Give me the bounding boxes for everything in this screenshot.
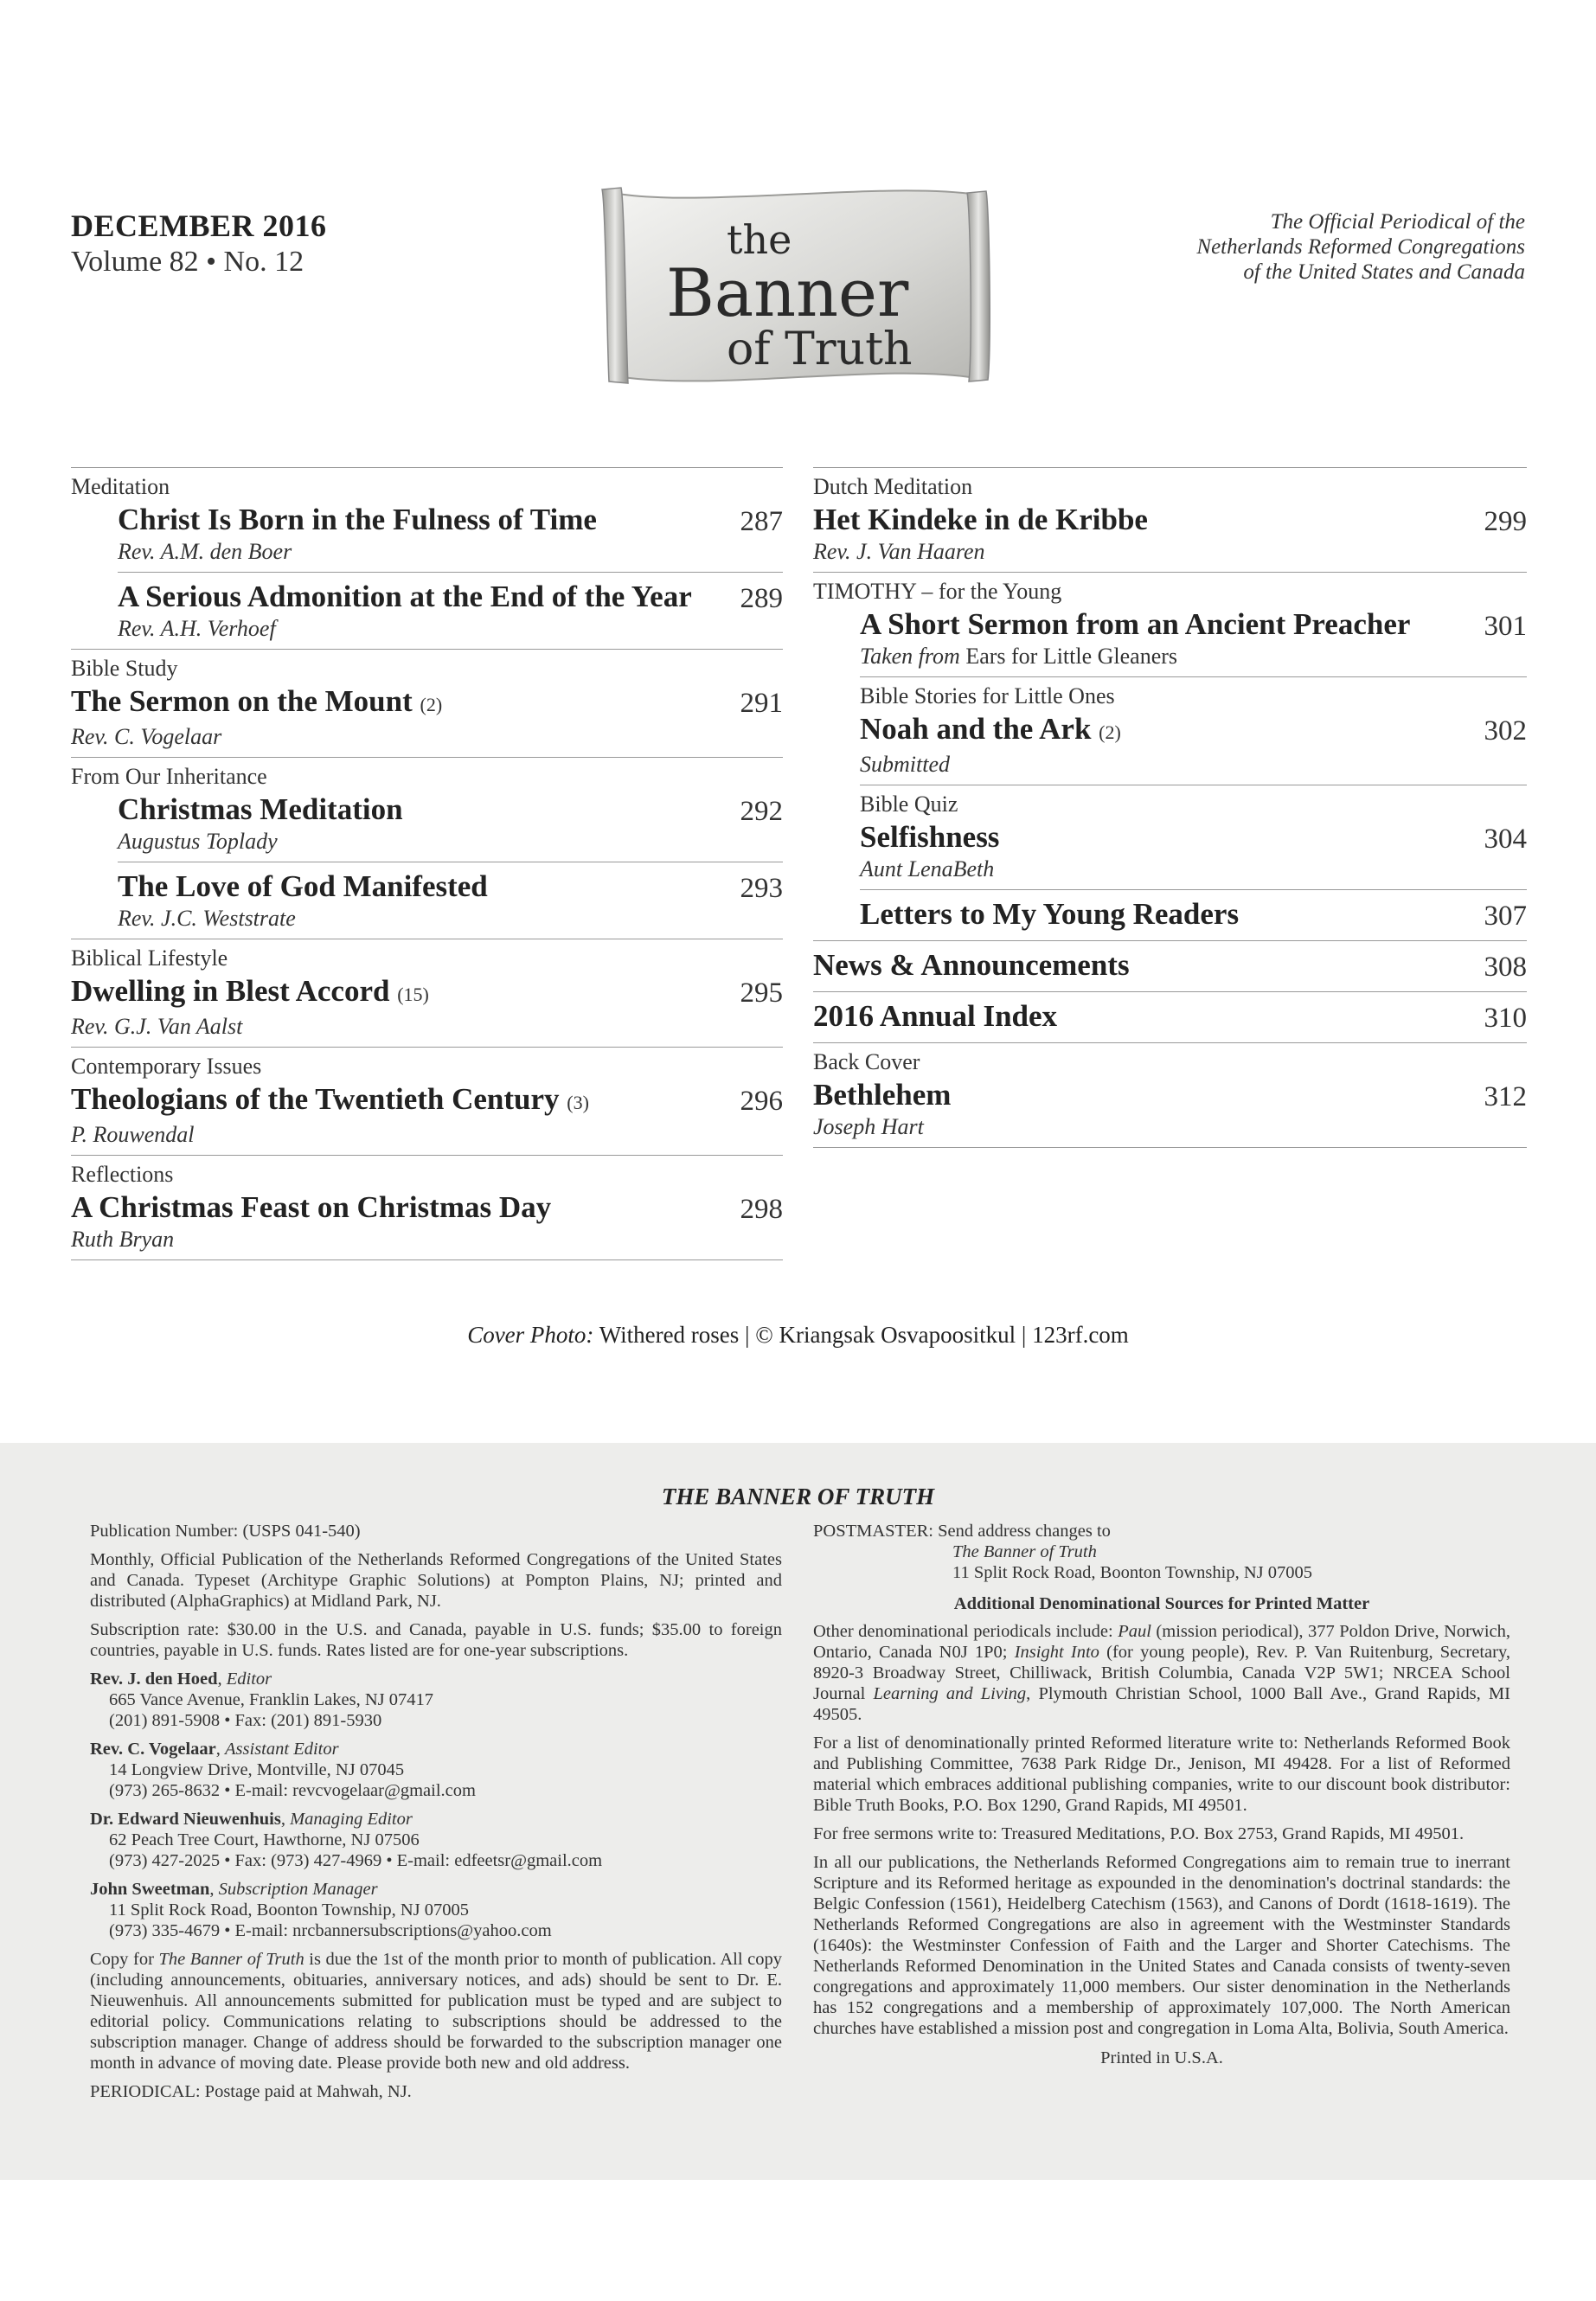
- article-author: Rev. A.H. Verhoef: [118, 616, 276, 641]
- section-category: Meditation: [71, 474, 170, 499]
- page-number: 310: [1484, 1003, 1527, 1034]
- toc-left-column: [71, 467, 783, 1260]
- part-number: (2): [1099, 721, 1121, 743]
- staff-editor: Rev. J. den Hoed, Editor 665 Vance Avenue, Franklin Lakes, NJ 07417 (201) 891-5908 • Fax: (201) 891-5930: [90, 1670, 434, 1730]
- article-title: Theologians of the Twentieth Century: [71, 1082, 560, 1116]
- footer-left-column: [90, 1521, 782, 2110]
- toc-item[interactable]: [71, 972, 783, 1040]
- article-title: Christmas Meditation: [118, 792, 403, 826]
- periodical-postage: PERIODICAL: Postage paid at Mahwah, NJ.: [90, 2082, 412, 2101]
- page-number: 296: [740, 1086, 783, 1117]
- article-title: A Christmas Feast on Christmas Day: [71, 1190, 552, 1224]
- toc-section-index: [813, 992, 1527, 1043]
- article-author: Ruth Bryan: [71, 1227, 175, 1252]
- article-title-line: [860, 710, 1458, 752]
- article-author: Aunt LenaBeth: [860, 856, 995, 881]
- periodical-name: Insight Into: [1014, 1643, 1099, 1662]
- other-text: (mission periodical), 377 Poldon Drive, Norwich, Ontario, Canada N0J 1P0;: [813, 1622, 1510, 1662]
- article-title: News & Announcements: [813, 948, 1130, 982]
- staff-role: Editor: [226, 1670, 272, 1689]
- toc-item[interactable]: [860, 785, 1527, 882]
- staff-name: Rev. C. Vogelaar: [90, 1740, 216, 1759]
- cover-photo-credit: [0, 1322, 1596, 1349]
- cover-photo-text: Withered roses | © Kriangsak Osvapoositkul | 123rf.com: [599, 1322, 1129, 1348]
- toc-section-dutch: [813, 468, 1527, 573]
- article-title: A Short Sermon from an Ancient Preacher: [860, 607, 1411, 641]
- copy-policy-periodical: The Banner of Truth: [158, 1950, 304, 1969]
- postmaster-address: 11 Split Rock Road, Boonton Township, NJ 07005: [952, 1563, 1312, 1582]
- article-title: Noah and the Ark: [860, 712, 1092, 746]
- toc-item[interactable]: [71, 1189, 783, 1253]
- article-title: Het Kindeke in de Kribbe: [813, 503, 1148, 536]
- page-number: 312: [1484, 1081, 1527, 1112]
- article-author: Rev. J. Van Haaren: [813, 539, 985, 564]
- postmaster: [813, 1521, 1510, 1583]
- page-number: 287: [740, 506, 783, 537]
- author-prefix: Taken from: [860, 644, 960, 669]
- other-text: , Plymouth Christian School, 1000 Ball Ave., Grand Rapids, MI 49505.: [813, 1684, 1510, 1724]
- article-title: 2016 Annual Index: [813, 999, 1058, 1033]
- toc-item[interactable]: [860, 676, 1527, 778]
- toc-item[interactable]: [813, 1076, 1527, 1140]
- page-number: 307: [1484, 901, 1527, 932]
- periodical-name: Learning and Living: [873, 1684, 1027, 1703]
- staff-address: 14 Longview Drive, Montville, NJ 07045: [109, 1760, 405, 1779]
- page-number: 304: [1484, 824, 1527, 855]
- literature-info: For a list of denominationally printed Reformed literature write to: Netherlands Reformed Book and Publishing Committee, 7638 Park Ridge Dr., Jenison, MI 49428. For a list of Reformed material which embraces additional publishing companies, write to our discount book distributor: Bible Truth Books, P.O. Box 1290, Grand Rapids, MI 49501.: [813, 1734, 1510, 1815]
- article-author: Rev. J.C. Weststrate: [118, 906, 296, 931]
- publication-number: Publication Number: (USPS 041-540): [90, 1522, 361, 1541]
- periodical-name: Paul: [1118, 1622, 1151, 1641]
- page-number: 291: [740, 688, 783, 719]
- staff-phone: (201) 891-5908 • Fax: (201) 891-5930: [109, 1711, 382, 1730]
- article-title-line: [71, 972, 714, 1014]
- section-category: Bible Study: [71, 656, 178, 681]
- article-title: Dwelling in Blest Accord: [71, 974, 390, 1008]
- article-title: Letters to My Young Readers: [860, 897, 1240, 931]
- part-number: (15): [397, 984, 429, 1005]
- staff-role: Subscription Manager: [218, 1880, 378, 1899]
- staff-phone: (973) 265-8632 • E-mail: revcvogelaar@gmail.com: [109, 1781, 476, 1800]
- tagline-line: Netherlands Reformed Congregations: [1196, 235, 1525, 259]
- issue-date: DECEMBER 2016: [71, 208, 327, 243]
- sermons-info: For free sermons write to: Treasured Meditations, P.O. Box 2753, Grand Rapids, MI 49501.: [813, 1824, 1465, 1843]
- footer-title: THE BANNER OF TRUTH: [661, 1484, 935, 1509]
- subscription-rate: Subscription rate: $30.00 in the U.S. and Canada, payable in U.S. funds; $35.00 to foreign countries, payable in U.S. funds. Rates listed are for one-year subscriptions.: [90, 1620, 782, 1660]
- article-title: Bethlehem: [813, 1078, 952, 1112]
- toc-item[interactable]: [118, 572, 783, 642]
- toc-section-back-cover: [813, 1043, 1527, 1148]
- staff-role: Managing Editor: [290, 1810, 413, 1829]
- logo-word-banner: Banner: [666, 254, 909, 331]
- logo-word-of-truth: of Truth: [727, 324, 913, 375]
- printed-in: Printed in U.S.A.: [1100, 2048, 1223, 2067]
- toc-section-lifestyle: [71, 939, 783, 1048]
- part-number: (3): [567, 1092, 589, 1113]
- copy-policy-text: Copy for: [90, 1950, 159, 1969]
- article-author: Augustus Toplady: [118, 829, 278, 854]
- logo-word-the: the: [727, 216, 792, 263]
- toc-section-bible-study: [71, 650, 783, 758]
- staff-name: Dr. Edward Nieuwenhuis: [90, 1810, 281, 1829]
- other-periodicals: [813, 1621, 1510, 1725]
- toc-section-timothy: [813, 573, 1527, 941]
- postmaster-text: POSTMASTER: Send address changes to: [813, 1522, 1111, 1541]
- tagline: [1041, 209, 1525, 285]
- banner-of-truth-logo: [597, 177, 995, 411]
- staff-address: 62 Peach Tree Court, Hawthorne, NJ 07506: [109, 1830, 420, 1849]
- cover-photo-label: Cover Photo:: [467, 1322, 594, 1348]
- article-title: The Sermon on the Mount: [71, 684, 413, 718]
- toc-item[interactable]: [71, 683, 783, 750]
- page-number: 298: [740, 1194, 783, 1225]
- toc-section-inheritance: [71, 758, 783, 939]
- section-category: TIMOTHY – for the Young: [813, 579, 1062, 604]
- page-number: 289: [740, 583, 783, 614]
- page-number: 301: [1484, 611, 1527, 642]
- section-category: Reflections: [71, 1162, 174, 1187]
- tagline-line: of the United States and Canada: [1243, 260, 1525, 284]
- toc-item[interactable]: [118, 862, 783, 932]
- toc-section-news: [813, 941, 1527, 992]
- subsection-category: Bible Quiz: [860, 792, 958, 817]
- staff-managing-editor: Dr. Edward Nieuwenhuis, Managing Editor 62 Peach Tree Court, Hawthorne, NJ 07506 (973) 427-2025 • Fax: (973) 427-4969 • E-mail: edfeetsr@gmail.com: [90, 1810, 603, 1870]
- toc-item[interactable]: [71, 1080, 783, 1148]
- article-author: Rev. G.J. Van Aalst: [71, 1014, 243, 1039]
- article-author: Submitted: [860, 752, 950, 777]
- toc-right-column: [813, 467, 1527, 1148]
- staff-assistant-editor: Rev. C. Vogelaar, Assistant Editor 14 Longview Drive, Montville, NJ 07045 (973) 265-8632 • E-mail: revcvogelaar@gmail.com: [90, 1740, 476, 1800]
- page-number: 302: [1484, 715, 1527, 747]
- article-author: P. Rouwendal: [71, 1122, 195, 1147]
- article-title: Christ Is Born in the Fulness of Time: [118, 503, 597, 536]
- issue-volume: Volume 82 • No. 12: [71, 246, 304, 278]
- footer-right-column: [813, 1521, 1510, 2068]
- toc-item[interactable]: [813, 501, 1527, 565]
- staff-address: 665 Vance Avenue, Franklin Lakes, NJ 07417: [109, 1690, 434, 1709]
- page-number: 308: [1484, 952, 1527, 983]
- toc-item[interactable]: [813, 997, 1527, 1035]
- toc-item[interactable]: [118, 501, 783, 565]
- page-number: 292: [740, 796, 783, 827]
- copy-policy: [90, 1949, 782, 2073]
- publications-statement: In all our publications, the Netherlands Reformed Congregations aim to remain true to inerrant Scripture and its Reformed heritage as expounded in the denomination's doctrinal standards: the Belgic Confession (1561), Heidelberg Catechism (1563), and Canons of Dordt (1618-1619). The Netherlands Reformed Congregations are also in agreement with the Westminster Standards (1640s): the Westminster Confession of Faith and the Larger and Shorter Catechisms. The Netherlands Reformed Denomination in the United States and Canada consists of twenty-seven congregations and approximately 11,000 members. Our sister denomination in the Netherlands has 152 congregations and a membership of approximately 107,000. The North American churches have established a mission post and congregation in Loma Alta, Bolivia, South America.: [813, 1853, 1510, 2038]
- toc-item[interactable]: [860, 889, 1527, 933]
- staff-phone: (973) 427-2025 • Fax: (973) 427-4969 • E-mail: edfeetsr@gmail.com: [109, 1851, 603, 1870]
- page-number: 293: [740, 873, 783, 904]
- tagline-line: The Official Periodical of the: [1270, 210, 1525, 234]
- article-title: The Love of God Manifested: [118, 869, 488, 903]
- staff-phone: (973) 335-4679 • E-mail: nrcbannersubscriptions@yahoo.com: [109, 1921, 552, 1940]
- staff-name: Rev. J. den Hoed: [90, 1670, 218, 1689]
- section-category: From Our Inheritance: [71, 764, 267, 789]
- article-title: Selfishness: [860, 820, 1000, 854]
- monthly-statement: Monthly, Official Publication of the Netherlands Reformed Congregations of the United States and Canada. Typeset (Architype Graphic Solutions) at Pompton Plains, NJ; printed and distributed (AlphaGraphics) at Midland Park, NJ.: [90, 1550, 782, 1611]
- toc-item[interactable]: [813, 946, 1527, 984]
- toc-item[interactable]: [118, 791, 783, 855]
- other-text: Other denominational periodicals include:: [813, 1622, 1118, 1641]
- staff-subscription-manager: John Sweetman, Subscription Manager 11 Split Rock Road, Boonton Township, NJ 07005 (973) 335-4679 • E-mail: nrcbannersubscriptions@yahoo.com: [90, 1880, 552, 1940]
- staff-role: Assistant Editor: [225, 1740, 339, 1759]
- source-title: Ears for Little Gleaners: [965, 644, 1178, 669]
- toc-item[interactable]: [860, 606, 1527, 670]
- section-category: Biblical Lifestyle: [71, 945, 228, 971]
- subsection-category: Bible Stories for Little Ones: [860, 683, 1115, 708]
- postmaster-periodical: The Banner of Truth: [952, 1542, 1097, 1561]
- article-title-line: [71, 1080, 714, 1122]
- article-author: Joseph Hart: [813, 1114, 924, 1139]
- article-author: Rev. A.M. den Boer: [118, 539, 292, 564]
- staff-address: 11 Split Rock Road, Boonton Township, NJ 07005: [109, 1900, 469, 1920]
- page-number: 295: [740, 977, 783, 1009]
- toc-section-meditation: [71, 468, 783, 650]
- additional-sources-heading: Additional Denominational Sources for Printed Matter: [953, 1594, 1370, 1613]
- other-text: (for young people), Rev. P. Van Ruitenburg, Secretary, 8920-3 Broadway Street, Chilliwack, British Columbia, Canada V2P 5W1; NRCEA School Journal: [813, 1643, 1510, 1703]
- toc-section-contemporary: [71, 1048, 783, 1156]
- part-number: (2): [420, 694, 443, 715]
- copy-policy-text: is due the 1st of the month prior to month of publication. All copy (including announcements, obituaries, anniversary notices, and ads) should be sent to Dr. E. Nieuwenhuis. All announcements submitted for publication must be typed and are subject to editorial policy. Communications relating to subscriptions should be addressed to the subscription manager. Change of address should be forwarded to the subscription manager one month in advance of moving date. Please provide both new and old address.: [90, 1950, 782, 2073]
- section-category: Dutch Meditation: [813, 474, 973, 499]
- section-category: Back Cover: [813, 1049, 920, 1074]
- staff-name: John Sweetman: [90, 1880, 210, 1899]
- article-title-line: [71, 683, 714, 724]
- article-title: A Serious Admonition at the End of the Year: [118, 580, 692, 613]
- page-number: 299: [1484, 506, 1527, 537]
- toc-section-reflections: [71, 1156, 783, 1260]
- issue-info: [71, 208, 327, 279]
- article-author: Rev. C. Vogelaar: [71, 724, 222, 749]
- article-author: [860, 644, 1458, 670]
- section-category: Contemporary Issues: [71, 1054, 262, 1079]
